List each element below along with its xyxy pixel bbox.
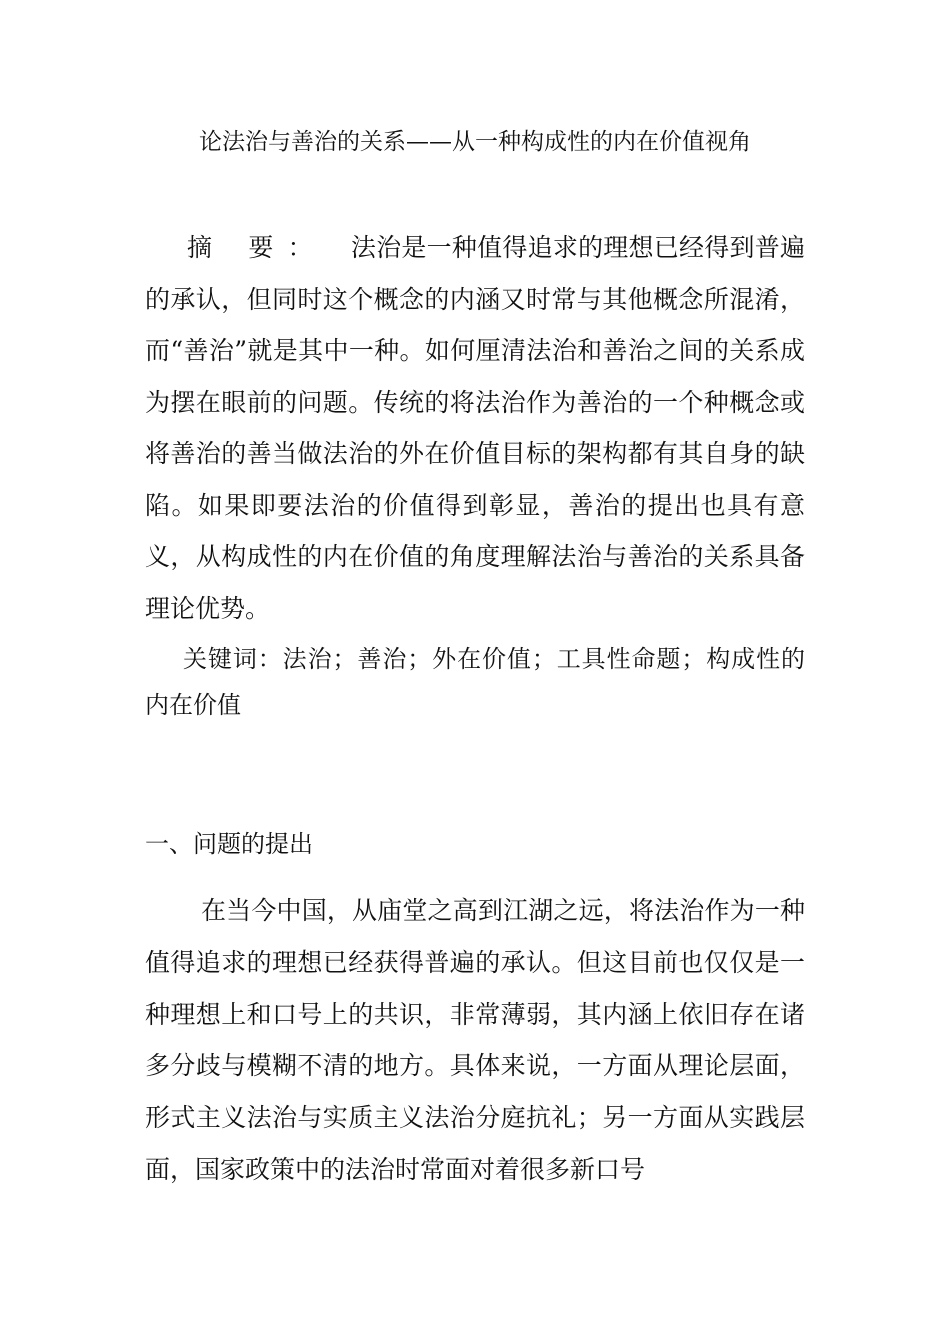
keywords-label: 关键词： (183, 645, 283, 673)
section-heading: 一、问题的提出 (145, 830, 313, 858)
section-paragraph: 在当今中国，从庙堂之高到江湖之远，将法治作为一种值得追求的理想已经获得普遍的承认。但这目前也仅仅是一种理想上和口号上的共识，非常薄弱，其内涵上依旧存在诸多分歧与模糊不清的地方。具体来说，一方面从理论层面，形式主义法治与实质主义法治分庭抗礼；另一方面从实践层面，国家政策中的法治时常面对着很多新口号 (145, 896, 805, 1184)
abstract-text: 法治是一种值得追求的理想已经得到普遍的承认，但同时这个概念的内涵又时常与其他概念所混淆，而“善治”就是其中一种。如何厘清法治和善治之间的关系成为摆在眼前的问题。传统的将法治作为善治的一个种概念或将善治的善当做法治的外在价值目标的架构都有其自身的缺陷。如果即要法治的价值得到彰显，善治的提出也具有意义，从构成性的内在价值的角度理解法治与善治的关系具备理论优势。 (145, 233, 805, 623)
keywords-text: 法治；善治；外在价值；工具性命题；构成性的内在价值 (145, 645, 806, 719)
abstract-paragraph (145, 222, 805, 634)
document-title: 论法治与善治的关系——从一种构成性的内在价值视角 (199, 129, 751, 155)
keywords-paragraph (145, 636, 805, 728)
abstract-label: 摘 要： (187, 233, 327, 262)
